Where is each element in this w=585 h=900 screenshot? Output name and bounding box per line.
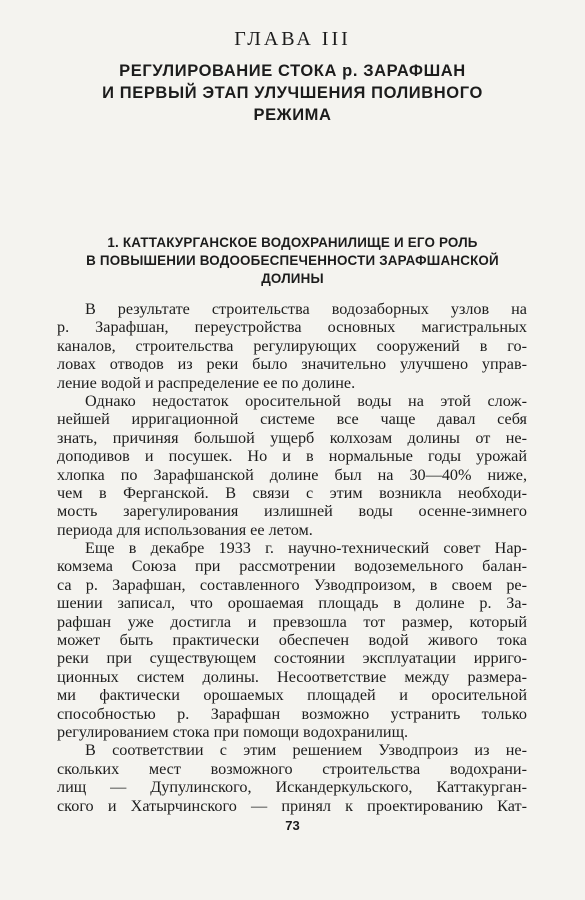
body-line: ловах отводов из реки было значительно улучшено управ- [57,355,527,374]
body-line: са р. Зарафшан, составленного Узводпроизом, в своем ре- [57,575,527,594]
body-line: В соответствии с этим решением Узводпроиз из не- [85,741,527,760]
body-line: реки при существующем состоянии эксплуатации ирриго- [57,649,527,668]
body-line: ционных систем долины. Несоответствие между размера- [57,667,527,686]
body-line: каналов, строительства регулирующих сооружений в го- [57,336,527,355]
chapter-title-line: РЕГУЛИРОВАНИЕ СТОКА р. ЗАРАФШАН [119,62,466,80]
body-line: чем в Ферганской. В связи с этим возникла необходи- [57,483,527,502]
body-line: мость зарегулирования излишней воды осенне-зимнего [57,502,527,521]
section-title [40,234,545,288]
body-line: рафшан уже достигла и превзошла тот размер, который [57,612,527,631]
body-line: ми фактически орошаемых площадей и оросительной [57,686,527,705]
chapter-title-line: РЕЖИМА [253,106,332,124]
section-title-line: ДОЛИНЫ [261,271,324,286]
body-line: скольких мест возможного строительства водохрани- [57,759,527,778]
chapter-title [40,60,545,126]
body-line: регулированием стока при помощи водохранилищ. [57,722,409,741]
section-title-line: В ПОВЫШЕНИИ ВОДООБЕСПЕЧЕННОСТИ ЗАРАФШАНСКОЙ [86,253,499,268]
body-line: способностью р. Зарафшан возможно устранить только [57,704,527,723]
page-number: 73 [285,818,300,833]
body-line: Еще в декабре 1933 г. научно-технический совет Нар- [85,539,527,558]
body-line: периода для использования ее летом. [57,520,313,539]
body-line: нейшей ирригационной системе все чаще давал себя [57,410,527,429]
body-text [57,300,527,815]
body-line: хлопка по Зарафшанской долине был на 30—40% ниже, [57,465,527,484]
section-title-line: 1. КАТТАКУРГАНСКОЕ ВОДОХРАНИЛИЩЕ И ЕГО РОЛЬ [107,235,478,250]
body-line: шении записал, что орошаемая площадь в долине р. За- [57,594,527,613]
body-line: В результате строительства водозаборных узлов на [85,300,527,318]
body-line: знать, причиняя большой ущерб колхозам долины от не- [57,428,527,447]
chapter-title-line: И ПЕРВЫЙ ЭТАП УЛУЧШЕНИЯ ПОЛИВНОГО [102,84,483,102]
body-line: Однако недостаток оросительной воды на этой слож- [85,391,527,410]
body-line: комзема Союза при рассмотрении водоземельного балан- [57,557,527,576]
body-line: доподивов и посушек. Но и в нормальные годы урожай [57,447,527,466]
body-line: ление водой и распределение ее по долине. [57,373,356,392]
body-line: ского и Хатырчинского — принял к проектированию Кат- [57,796,527,815]
body-line: может быть практически обеспечен водой живого тока [57,631,527,650]
chapter-label: ГЛАВА III [234,28,351,50]
body-line: лищ — Дупулинского, Искандеркульского, Каттакурган- [57,778,527,797]
body-line: р. Зарафшан, переустройства основных магистральных [57,318,527,337]
